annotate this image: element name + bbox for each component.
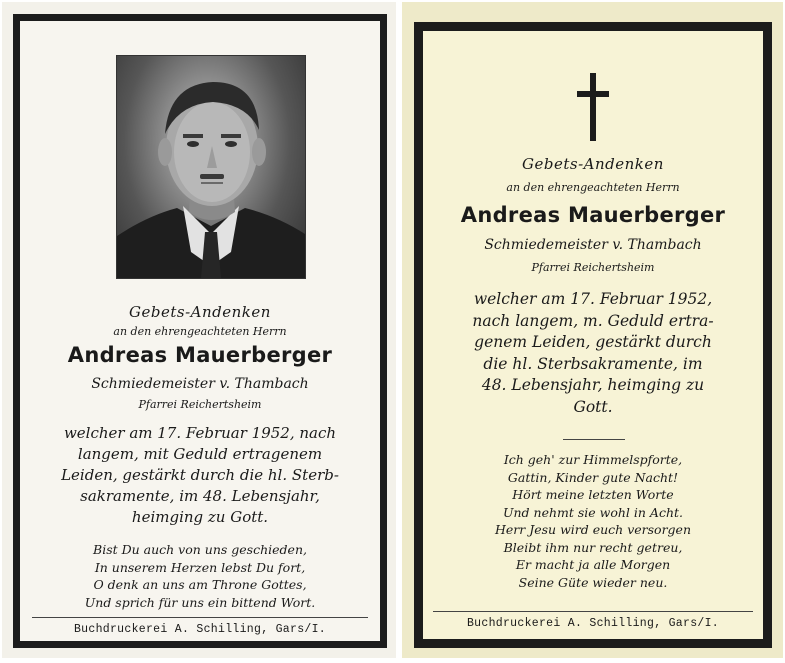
poem-line: Bleibt ihm nur recht getreu, [503,539,683,555]
poem-line: Herr Jesu wird euch versorgen [495,522,691,537]
obituary-line: nach langem, m. Geduld ertra- [472,311,714,330]
heading: Gebets-Andenken [129,303,271,321]
obituary-text [20,423,380,528]
poem-line: Er macht ja alle Morgen [515,557,671,572]
memorial-card-left-frame [13,14,387,648]
divider [32,617,368,618]
printer-credit: Buchdruckerei A. Schilling, Gars/I. [466,617,720,630]
subheading: an den ehrengeachteten Herrn [113,325,287,338]
poem [423,451,763,591]
poem [20,541,380,611]
divider-short [563,439,625,440]
cross-icon [574,71,614,143]
memorial-card-right-frame [414,22,772,648]
poem-line: Hört meine letzten Worte [512,487,674,502]
obituary-line: welcher am 17. Februar 1952, nach [63,424,337,442]
poem-line: Und sprich für uns ein bittend Wort. [84,594,316,610]
poem-line: Ich geh' zur Himmelspforte, [503,452,683,467]
parish: Pfarrei Reichertsheim [138,398,262,411]
obituary-line: genem Leiden, gestärkt durch [474,333,712,351]
portrait-image [117,56,305,278]
poem-line: In unserem Herzen lebst Du fort, [94,559,306,575]
parish: Pfarrei Reichertsheim [531,261,655,274]
obituary-line: 48. Lebensjahr, heimging zu [481,376,705,394]
memorial-card-right [402,2,783,658]
memorial-card-left [2,2,396,658]
divider [433,611,753,612]
printer-credit: Buchdruckerei A. Schilling, Gars/I. [73,623,327,636]
obituary-line: sakramente, im 48. Lebensjahr, [80,487,320,505]
portrait-photo [116,55,306,279]
subheading: an den ehrengeachteten Herrn [506,181,680,194]
poem-line: Bist Du auch von uns geschieden, [93,542,307,557]
deceased-name: Andreas Mauerberger [460,203,726,227]
poem-line: Gattin, Kinder gute Nacht! [507,469,679,485]
heading: Gebets-Andenken [522,155,664,173]
obituary-line: welcher am 17. Februar 1952, [473,290,713,308]
poem-line: Und nehmt sie wohl in Acht. [502,504,684,520]
obituary-line: die hl. Sterbsakramente, im [483,354,703,373]
poem-line: Seine Güte wieder neu. [518,574,668,590]
obituary-text [423,289,763,418]
obituary-line: langem, mit Geduld ertragenem [77,445,323,463]
occupation: Schmiedemeister v. Thambach [484,237,702,253]
obituary-line: Leiden, gestärkt durch die hl. Sterb- [61,466,339,484]
poem-line: O denk an uns am Throne Gottes, [93,577,307,592]
obituary-line: Gott. [573,397,613,416]
obituary-line: heimging zu Gott. [131,508,269,526]
deceased-name: Andreas Mauerberger [67,343,333,367]
occupation: Schmiedemeister v. Thambach [91,376,309,392]
